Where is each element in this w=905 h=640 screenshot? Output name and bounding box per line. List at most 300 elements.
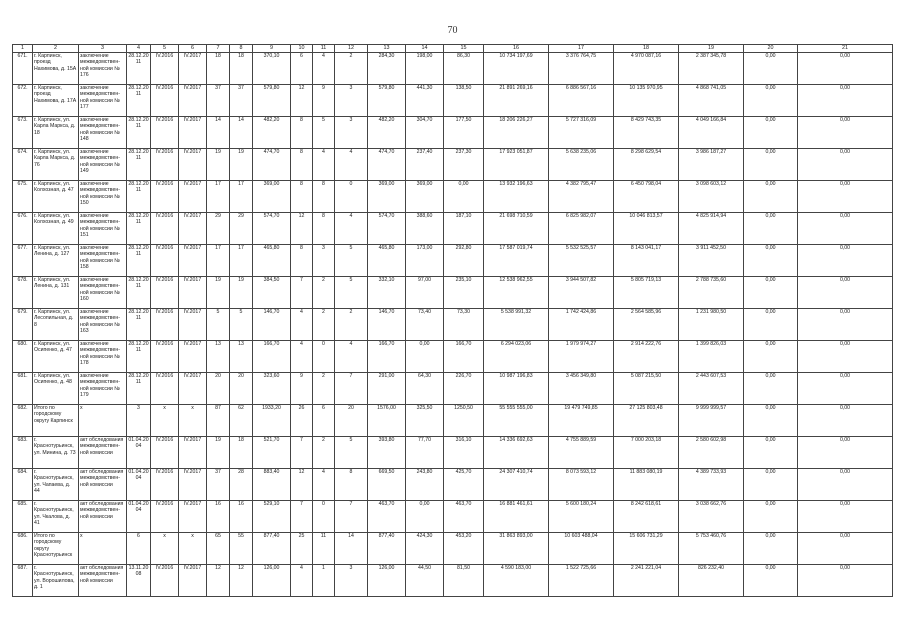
total-cost-cell: 12 538 962,55: [484, 277, 549, 309]
owned-area-cell: 64,30: [406, 373, 444, 405]
total-cost-cell: 6 294 023,06: [484, 341, 549, 373]
rooms-cell: 8: [291, 245, 313, 277]
owned-area-cell: 304,70: [406, 117, 444, 149]
owned-area-cell: 97,00: [406, 277, 444, 309]
resettled-cell: 18: [230, 53, 253, 85]
other-cost-cell: 0,00: [798, 213, 893, 245]
local-cost-cell: 2 788 735,60: [679, 277, 744, 309]
rooms-cell: 12: [291, 85, 313, 117]
extra-cost-cell: 0,00: [744, 149, 798, 181]
area-cell: 126,00: [253, 565, 291, 597]
other-cost-cell: 0,00: [798, 85, 893, 117]
municipal-area-cell: 463,70: [444, 501, 484, 533]
extra-cost-cell: 0,00: [744, 373, 798, 405]
municipal-rooms-cell: 7: [335, 373, 368, 405]
address-cell: Итого по городскому округу Карпинск: [33, 405, 79, 437]
resettled-cell: 17: [230, 245, 253, 277]
row-number: 687.: [13, 565, 33, 597]
total-cost-cell: 55 555 555,00: [484, 405, 549, 437]
owned-rooms-cell: 2: [313, 309, 335, 341]
resettled-area-cell: 482,20: [368, 117, 406, 149]
fund-cost-cell: 10 603 488,04: [549, 533, 614, 565]
municipal-rooms-cell: 5: [335, 245, 368, 277]
end-cell: IV.2017: [179, 501, 207, 533]
local-cost-cell: 3 098 603,12: [679, 181, 744, 213]
fund-cost-cell: 8 073 593,12: [549, 469, 614, 501]
extra-cost-cell: 0,00: [744, 245, 798, 277]
address-cell: Итого по городскому округу Краснотурьинск: [33, 533, 79, 565]
row-number: 677.: [13, 245, 33, 277]
resettled-cell: 29: [230, 213, 253, 245]
rooms-cell: 8: [291, 149, 313, 181]
end-cell: IV.2017: [179, 565, 207, 597]
local-cost-cell: 4 825 914,94: [679, 213, 744, 245]
region-cost-cell: 5 087 215,50: [614, 373, 679, 405]
start-cell: IV.2016: [151, 277, 179, 309]
municipal-rooms-cell: 5: [335, 437, 368, 469]
address-cell: г. Карпинск, ул. Осипенко, д. 48: [33, 373, 79, 405]
local-cost-cell: 4 389 733,93: [679, 469, 744, 501]
table-row: [13, 149, 893, 181]
date-cell: 13.11.2008: [127, 565, 151, 597]
area-cell: 384,50: [253, 277, 291, 309]
fund-cost-cell: 6 886 567,16: [549, 85, 614, 117]
total-cost-cell: 5 538 991,32: [484, 309, 549, 341]
owned-area-cell: 325,50: [406, 405, 444, 437]
row-number: 683.: [13, 437, 33, 469]
municipal-rooms-cell: 5: [335, 277, 368, 309]
municipal-area-cell: 0,00: [444, 181, 484, 213]
document-cell: заключение межведомствен-ной комиссии № 149: [79, 149, 127, 181]
resettled-cell: 14: [230, 117, 253, 149]
start-cell: IV.2016: [151, 85, 179, 117]
table-row: [13, 373, 893, 405]
fund-cost-cell: 5 638 235,06: [549, 149, 614, 181]
resettled-area-cell: 463,70: [368, 501, 406, 533]
end-cell: IV.2017: [179, 53, 207, 85]
resettled-cell: 17: [230, 181, 253, 213]
total-cost-cell: 14 336 692,63: [484, 437, 549, 469]
total-cost-cell: 18 206 226,27: [484, 117, 549, 149]
municipal-rooms-cell: 2: [335, 53, 368, 85]
owned-rooms-cell: 9: [313, 85, 335, 117]
date-cell: 28.12.2011: [127, 149, 151, 181]
end-cell: IV.2017: [179, 437, 207, 469]
end-cell: IV.2017: [179, 85, 207, 117]
table-row: [13, 341, 893, 373]
region-cost-cell: 8 298 629,54: [614, 149, 679, 181]
address-cell: г. Карпинск, проезд Нахимова, д. 15А: [33, 53, 79, 85]
residents-cell: 19: [207, 437, 230, 469]
other-cost-cell: 0,00: [798, 533, 893, 565]
municipal-area-cell: 177,50: [444, 117, 484, 149]
local-cost-cell: 2 387 345,78: [679, 53, 744, 85]
row-number: 676.: [13, 213, 33, 245]
municipal-area-cell: 237,30: [444, 149, 484, 181]
residents-cell: 65: [207, 533, 230, 565]
extra-cost-cell: 0,00: [744, 213, 798, 245]
end-cell: x: [179, 533, 207, 565]
document-cell: заключение межведомствен-ной комиссии № 158: [79, 245, 127, 277]
extra-cost-cell: 0,00: [744, 85, 798, 117]
table-row: [13, 309, 893, 341]
resettled-cell: 20: [230, 373, 253, 405]
extra-cost-cell: 0,00: [744, 309, 798, 341]
total-cost-cell: 16 881 461,61: [484, 501, 549, 533]
date-cell: 3: [127, 405, 151, 437]
date-cell: 28.12.2011: [127, 181, 151, 213]
row-number: 681.: [13, 373, 33, 405]
document-cell: заключение межведомствен-ной комиссии № 179: [79, 373, 127, 405]
municipal-rooms-cell: 4: [335, 149, 368, 181]
local-cost-cell: 3 038 662,76: [679, 501, 744, 533]
owned-rooms-cell: 0: [313, 501, 335, 533]
residents-cell: 13: [207, 341, 230, 373]
total-cost-cell: 17 923 051,87: [484, 149, 549, 181]
date-cell: 6: [127, 533, 151, 565]
resettled-area-cell: 166,70: [368, 341, 406, 373]
housing-registry-table: [12, 44, 893, 597]
rooms-cell: 4: [291, 309, 313, 341]
other-cost-cell: 0,00: [798, 373, 893, 405]
fund-cost-cell: 5 727 316,09: [549, 117, 614, 149]
start-cell: x: [151, 405, 179, 437]
row-number: 674.: [13, 149, 33, 181]
resettled-cell: 5: [230, 309, 253, 341]
owned-rooms-cell: 2: [313, 277, 335, 309]
owned-rooms-cell: 4: [313, 469, 335, 501]
column-number-cell: 1: [13, 45, 33, 53]
municipal-area-cell: 425,70: [444, 469, 484, 501]
table-row: [13, 469, 893, 501]
other-cost-cell: 0,00: [798, 437, 893, 469]
column-number-cell: 16: [484, 45, 549, 53]
local-cost-cell: 4 868 741,05: [679, 85, 744, 117]
local-cost-cell: 5 753 460,76: [679, 533, 744, 565]
area-cell: 574,70: [253, 213, 291, 245]
residents-cell: 37: [207, 85, 230, 117]
fund-cost-cell: 5 532 525,57: [549, 245, 614, 277]
resettled-area-cell: 291,00: [368, 373, 406, 405]
table-row: [13, 501, 893, 533]
residents-cell: 87: [207, 405, 230, 437]
rooms-cell: 7: [291, 277, 313, 309]
owned-area-cell: 243,80: [406, 469, 444, 501]
column-number-cell: 7: [207, 45, 230, 53]
residents-cell: 29: [207, 213, 230, 245]
region-cost-cell: 15 606 731,29: [614, 533, 679, 565]
area-cell: 369,00: [253, 181, 291, 213]
end-cell: IV.2017: [179, 373, 207, 405]
document-cell: заключение межведомствен-ной комиссии № 151: [79, 213, 127, 245]
municipal-area-cell: 1250,50: [444, 405, 484, 437]
start-cell: x: [151, 533, 179, 565]
municipal-rooms-cell: 3: [335, 565, 368, 597]
row-number: 684.: [13, 469, 33, 501]
local-cost-cell: 1 231 980,50: [679, 309, 744, 341]
fund-cost-cell: 3 376 764,75: [549, 53, 614, 85]
local-cost-cell: 1 399 826,03: [679, 341, 744, 373]
area-cell: 474,70: [253, 149, 291, 181]
owned-area-cell: 0,00: [406, 501, 444, 533]
area-cell: 529,10: [253, 501, 291, 533]
start-cell: IV.2016: [151, 565, 179, 597]
document-cell: заключение межведомствен-ной комиссии № 150: [79, 181, 127, 213]
total-cost-cell: 21 698 710,59: [484, 213, 549, 245]
rooms-cell: 4: [291, 565, 313, 597]
column-number-cell: 5: [151, 45, 179, 53]
municipal-rooms-cell: 7: [335, 501, 368, 533]
extra-cost-cell: 0,00: [744, 341, 798, 373]
date-cell: 01.04.2004: [127, 437, 151, 469]
start-cell: IV.2016: [151, 117, 179, 149]
resettled-cell: 13: [230, 341, 253, 373]
date-cell: 01.04.2004: [127, 469, 151, 501]
table-row: [13, 213, 893, 245]
table-row: [13, 181, 893, 213]
address-cell: г. Карпинск, ул. Осипенко, д. 47: [33, 341, 79, 373]
residents-cell: 17: [207, 181, 230, 213]
owned-area-cell: 237,40: [406, 149, 444, 181]
column-number-cell: 2: [33, 45, 79, 53]
extra-cost-cell: 0,00: [744, 405, 798, 437]
column-number-cell: 15: [444, 45, 484, 53]
rooms-cell: 25: [291, 533, 313, 565]
row-number: 673.: [13, 117, 33, 149]
fund-cost-cell: 3 944 507,82: [549, 277, 614, 309]
rooms-cell: 26: [291, 405, 313, 437]
row-number: 672.: [13, 85, 33, 117]
owned-rooms-cell: 4: [313, 149, 335, 181]
local-cost-cell: 3 911 452,50: [679, 245, 744, 277]
rooms-cell: 7: [291, 437, 313, 469]
resettled-cell: 55: [230, 533, 253, 565]
other-cost-cell: 0,00: [798, 181, 893, 213]
extra-cost-cell: 0,00: [744, 501, 798, 533]
resettled-cell: 16: [230, 501, 253, 533]
local-cost-cell: 2 443 607,53: [679, 373, 744, 405]
rooms-cell: 4: [291, 341, 313, 373]
resettled-cell: 62: [230, 405, 253, 437]
address-cell: г. Карпинск, ул. Карла Маркса, д. 18: [33, 117, 79, 149]
column-number-row: [13, 45, 893, 53]
area-cell: 370,10: [253, 53, 291, 85]
resettled-cell: 18: [230, 437, 253, 469]
municipal-area-cell: 316,10: [444, 437, 484, 469]
other-cost-cell: 0,00: [798, 117, 893, 149]
date-cell: 28.12.2011: [127, 373, 151, 405]
total-cost-cell: 21 891 269,16: [484, 85, 549, 117]
start-cell: IV.2016: [151, 501, 179, 533]
document-cell: акт обследования межведомствен-ной комиссии: [79, 565, 127, 597]
residents-cell: 14: [207, 117, 230, 149]
address-cell: г. Карпинск, ул. Колхозная, д. 49: [33, 213, 79, 245]
fund-cost-cell: 1 522 725,66: [549, 565, 614, 597]
resettled-area-cell: 465,80: [368, 245, 406, 277]
owned-area-cell: 77,70: [406, 437, 444, 469]
start-cell: IV.2016: [151, 53, 179, 85]
document-cell: заключение межведомствен-ной комиссии № 163: [79, 309, 127, 341]
region-cost-cell: 8 143 041,17: [614, 245, 679, 277]
owned-rooms-cell: 2: [313, 373, 335, 405]
municipal-area-cell: 166,70: [444, 341, 484, 373]
resettled-area-cell: 146,70: [368, 309, 406, 341]
document-cell: x: [79, 533, 127, 565]
table-row: [13, 405, 893, 437]
municipal-area-cell: 292,80: [444, 245, 484, 277]
start-cell: IV.2016: [151, 245, 179, 277]
start-cell: IV.2016: [151, 149, 179, 181]
municipal-rooms-cell: 3: [335, 85, 368, 117]
extra-cost-cell: 0,00: [744, 565, 798, 597]
resettled-area-cell: 369,00: [368, 181, 406, 213]
area-cell: 482,20: [253, 117, 291, 149]
resettled-area-cell: 574,70: [368, 213, 406, 245]
address-cell: г. Краснотурьинск, ул. Чапаева, д. 44: [33, 469, 79, 501]
table-row: [13, 53, 893, 85]
municipal-area-cell: 235,10: [444, 277, 484, 309]
owned-area-cell: 0,00: [406, 341, 444, 373]
local-cost-cell: 2 580 602,98: [679, 437, 744, 469]
municipal-rooms-cell: 14: [335, 533, 368, 565]
row-number: 680.: [13, 341, 33, 373]
owned-area-cell: 424,30: [406, 533, 444, 565]
total-cost-cell: 10 734 197,69: [484, 53, 549, 85]
address-cell: г. Карпинск, проезд Нахимова, д. 17А: [33, 85, 79, 117]
other-cost-cell: 0,00: [798, 309, 893, 341]
total-cost-cell: 10 987 196,83: [484, 373, 549, 405]
end-cell: IV.2017: [179, 181, 207, 213]
other-cost-cell: 0,00: [798, 149, 893, 181]
local-cost-cell: 9 999 999,57: [679, 405, 744, 437]
region-cost-cell: 6 450 798,04: [614, 181, 679, 213]
end-cell: IV.2017: [179, 149, 207, 181]
owned-area-cell: 173,00: [406, 245, 444, 277]
resettled-cell: 19: [230, 277, 253, 309]
area-cell: 166,70: [253, 341, 291, 373]
total-cost-cell: 17 587 019,74: [484, 245, 549, 277]
total-cost-cell: 24 307 410,74: [484, 469, 549, 501]
date-cell: 28.12.2011: [127, 277, 151, 309]
municipal-area-cell: 226,70: [444, 373, 484, 405]
resettled-area-cell: 579,80: [368, 85, 406, 117]
column-number-cell: 10: [291, 45, 313, 53]
municipal-rooms-cell: 20: [335, 405, 368, 437]
other-cost-cell: 0,00: [798, 469, 893, 501]
table-row: [13, 565, 893, 597]
column-number-cell: 11: [313, 45, 335, 53]
column-number-cell: 17: [549, 45, 614, 53]
area-cell: 323,60: [253, 373, 291, 405]
fund-cost-cell: 6 825 982,07: [549, 213, 614, 245]
column-number-cell: 21: [798, 45, 893, 53]
end-cell: IV.2017: [179, 341, 207, 373]
document-cell: заключение межведомствен-ной комиссии № 177: [79, 85, 127, 117]
rooms-cell: 9: [291, 373, 313, 405]
fund-cost-cell: 4 382 795,47: [549, 181, 614, 213]
start-cell: IV.2016: [151, 309, 179, 341]
rooms-cell: 8: [291, 117, 313, 149]
start-cell: IV.2016: [151, 213, 179, 245]
area-cell: 1933,20: [253, 405, 291, 437]
region-cost-cell: 2 241 221,04: [614, 565, 679, 597]
start-cell: IV.2016: [151, 437, 179, 469]
extra-cost-cell: 0,00: [744, 469, 798, 501]
local-cost-cell: 4 049 166,84: [679, 117, 744, 149]
column-number-cell: 4: [127, 45, 151, 53]
table-row: [13, 533, 893, 565]
row-number: 678.: [13, 277, 33, 309]
fund-cost-cell: 4 755 889,59: [549, 437, 614, 469]
start-cell: IV.2016: [151, 469, 179, 501]
owned-rooms-cell: 8: [313, 181, 335, 213]
row-number: 682.: [13, 405, 33, 437]
document-cell: акт обследования межведомствен-ной комиссии: [79, 501, 127, 533]
extra-cost-cell: 0,00: [744, 533, 798, 565]
date-cell: 28.12.2011: [127, 245, 151, 277]
end-cell: IV.2017: [179, 117, 207, 149]
residents-cell: 19: [207, 149, 230, 181]
municipal-rooms-cell: 8: [335, 469, 368, 501]
resettled-area-cell: 474,70: [368, 149, 406, 181]
extra-cost-cell: 0,00: [744, 53, 798, 85]
extra-cost-cell: 0,00: [744, 117, 798, 149]
row-number: 686.: [13, 533, 33, 565]
row-number: 679.: [13, 309, 33, 341]
owned-area-cell: 369,00: [406, 181, 444, 213]
region-cost-cell: 27 125 803,48: [614, 405, 679, 437]
area-cell: 521,70: [253, 437, 291, 469]
municipal-area-cell: 86,30: [444, 53, 484, 85]
owned-area-cell: 44,50: [406, 565, 444, 597]
residents-cell: 12: [207, 565, 230, 597]
document-cell: заключение межведомствен-ной комиссии № 176: [79, 53, 127, 85]
column-number-cell: 20: [744, 45, 798, 53]
area-cell: 883,40: [253, 469, 291, 501]
date-cell: 01.04.2004: [127, 501, 151, 533]
end-cell: x: [179, 405, 207, 437]
total-cost-cell: 13 932 196,63: [484, 181, 549, 213]
end-cell: IV.2017: [179, 277, 207, 309]
total-cost-cell: 31 863 893,00: [484, 533, 549, 565]
address-cell: г. Карпинск, ул. Ленина, д. 131: [33, 277, 79, 309]
other-cost-cell: 0,00: [798, 245, 893, 277]
column-number-cell: 8: [230, 45, 253, 53]
resettled-area-cell: 393,80: [368, 437, 406, 469]
owned-rooms-cell: 1: [313, 565, 335, 597]
resettled-cell: 28: [230, 469, 253, 501]
address-cell: г. Карпинск, ул. Ленина, д. 127: [33, 245, 79, 277]
fund-cost-cell: 5 600 180,24: [549, 501, 614, 533]
resettled-area-cell: 877,40: [368, 533, 406, 565]
column-number-cell: 12: [335, 45, 368, 53]
address-cell: г. Карпинск, ул. Карла Маркса, д. 76: [33, 149, 79, 181]
municipal-rooms-cell: 0: [335, 181, 368, 213]
residents-cell: 17: [207, 245, 230, 277]
resettled-area-cell: 332,10: [368, 277, 406, 309]
address-cell: г. Карпинск, ул. Лесопильная, д. 8: [33, 309, 79, 341]
residents-cell: 5: [207, 309, 230, 341]
region-cost-cell: 5 805 719,13: [614, 277, 679, 309]
address-cell: г. Краснотурьинск, ул. Минина, д. 73: [33, 437, 79, 469]
table-row: [13, 117, 893, 149]
rooms-cell: 12: [291, 469, 313, 501]
column-number-cell: 3: [79, 45, 127, 53]
column-number-cell: 9: [253, 45, 291, 53]
local-cost-cell: 3 986 187,27: [679, 149, 744, 181]
owned-rooms-cell: 3: [313, 245, 335, 277]
rooms-cell: 6: [291, 53, 313, 85]
